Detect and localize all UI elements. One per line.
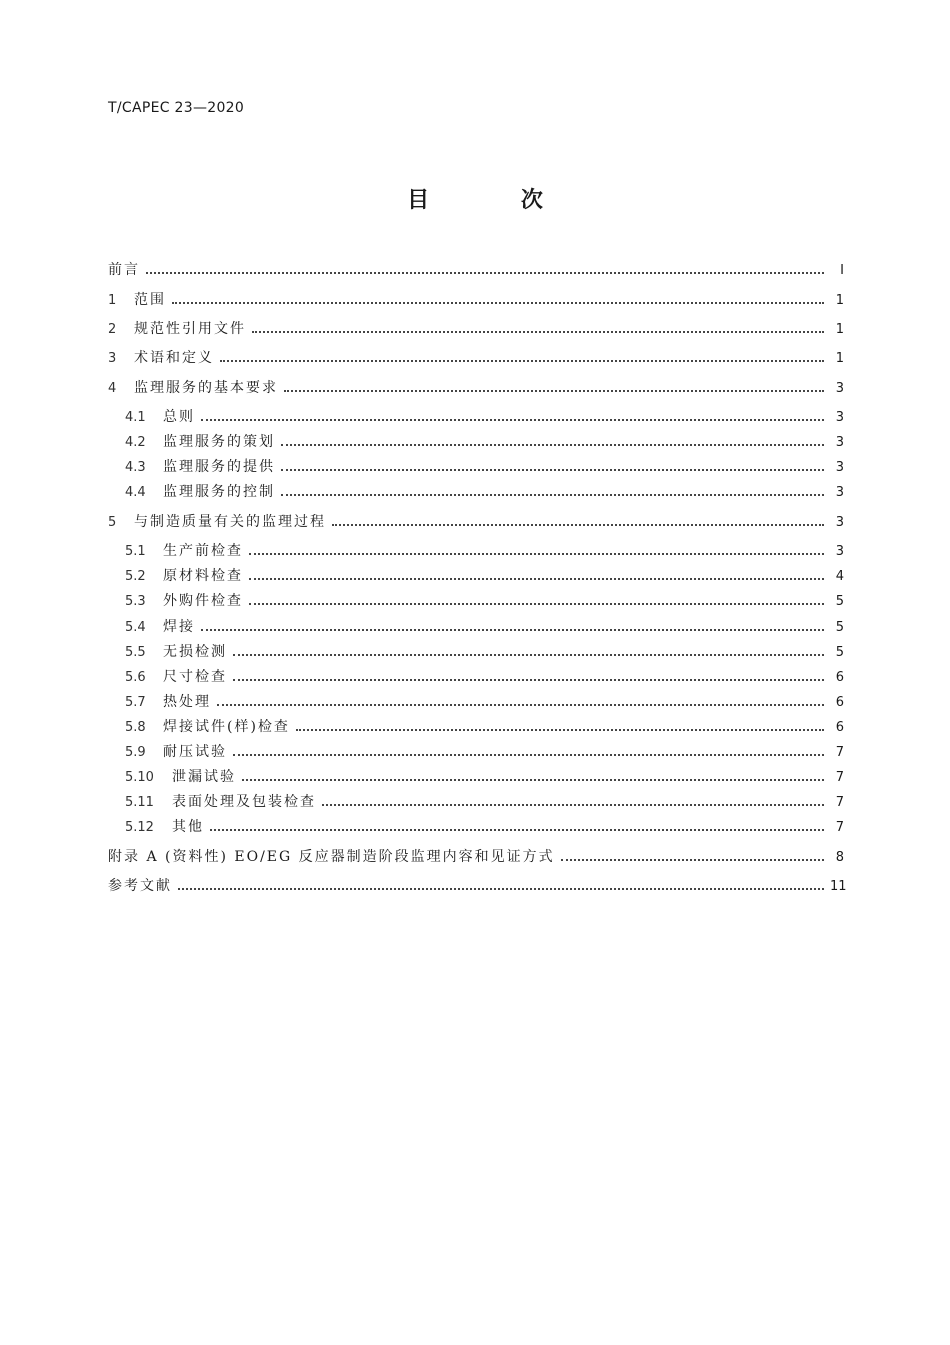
- toc-entry-label: 生产前检查: [163, 543, 243, 559]
- toc-entry-label: 表面处理及包装检查: [172, 794, 316, 810]
- toc-entry-label: 原材料检查: [163, 568, 243, 584]
- toc-entry-label: 与制造质量有关的监理过程: [134, 514, 326, 530]
- toc-entry-number: 5.4: [125, 620, 146, 635]
- toc-entry-number: 5.3: [125, 594, 146, 609]
- toc-entry-number: 5.1: [125, 544, 146, 559]
- toc-entry-5-4[interactable]: [125, 615, 844, 639]
- toc-entry-label: 热处理: [163, 694, 211, 710]
- toc-entry-number: 3: [108, 351, 117, 366]
- toc-entry-number: 5.6: [125, 670, 146, 685]
- toc-entry-number: 1: [108, 293, 117, 308]
- toc-entry-5-6[interactable]: [125, 665, 844, 689]
- toc-entry-page: 7: [835, 770, 844, 785]
- toc-entry-5-1[interactable]: [125, 539, 844, 563]
- toc-entry-label: 外购件检查: [163, 593, 243, 609]
- toc-entry-label: 附录 A (资料性) EO/EG 反应器制造阶段监理内容和见证方式: [108, 849, 555, 865]
- toc-entry-label: 焊接试件(样)检查: [163, 719, 290, 735]
- dot-leader: [233, 679, 824, 681]
- dot-leader: [233, 754, 824, 756]
- toc-entry-label: 监理服务的提供: [163, 459, 275, 475]
- dot-leader: [220, 360, 824, 362]
- dot-leader: [252, 331, 824, 333]
- toc-entry-number: 2: [108, 322, 117, 337]
- toc-entry-number: 5.2: [125, 569, 146, 584]
- toc-entry-page: 5: [835, 620, 844, 635]
- toc-entry-5-8[interactable]: [125, 715, 844, 739]
- toc-entry-5-3[interactable]: [125, 589, 844, 613]
- toc-entry-5-2[interactable]: [125, 564, 844, 588]
- toc-entry-preface[interactable]: [108, 258, 844, 282]
- toc-entry-number: 4.4: [125, 485, 146, 500]
- toc-entry-5-5[interactable]: [125, 640, 844, 664]
- toc-entry-page: 7: [835, 820, 844, 835]
- toc-entry-page: 6: [835, 720, 844, 735]
- toc-entry-page: 3: [835, 485, 844, 500]
- toc-entry-page: 6: [835, 695, 844, 710]
- dot-leader: [249, 603, 824, 605]
- toc-entry-references[interactable]: [108, 874, 847, 898]
- toc-entry-page: 1: [835, 293, 844, 308]
- toc-entry-label: 监理服务的策划: [163, 434, 275, 450]
- toc-entry-label: 监理服务的基本要求: [134, 380, 278, 396]
- dot-leader: [296, 729, 824, 731]
- toc-entry-page: 3: [835, 544, 844, 559]
- toc-entry-page: Ⅰ: [840, 263, 844, 278]
- toc-entry-page: 6: [835, 670, 844, 685]
- toc-entry-number: 4.1: [125, 410, 146, 425]
- dot-leader: [146, 272, 824, 274]
- dot-leader: [249, 553, 824, 555]
- toc-entry-number: 5: [108, 515, 117, 530]
- dot-leader: [249, 578, 824, 580]
- toc-entry-label: 参考文献: [108, 878, 172, 894]
- toc-entry-5-7[interactable]: [125, 690, 844, 714]
- dot-leader: [281, 469, 824, 471]
- toc-entry-5[interactable]: [108, 510, 844, 534]
- toc-entry-5-11[interactable]: [125, 790, 844, 814]
- toc-entry-5-10[interactable]: [125, 765, 844, 789]
- dot-leader: [284, 390, 824, 392]
- dot-leader: [332, 524, 824, 526]
- toc-entry-number: 5.12: [125, 820, 154, 835]
- toc-entry-number: 5.10: [125, 770, 154, 785]
- dot-leader: [281, 494, 824, 496]
- toc-title: 目 次: [407, 188, 585, 213]
- toc-entry-label: 泄漏试验: [172, 769, 236, 785]
- toc-entry-label: 监理服务的控制: [163, 484, 275, 500]
- toc-entry-number: 5.9: [125, 745, 146, 760]
- toc-entry-label: 无损检测: [163, 644, 227, 660]
- toc-entry-5-9[interactable]: [125, 740, 844, 764]
- toc-entry-label: 术语和定义: [134, 350, 214, 366]
- document-code: T/CAPEC 23—2020: [108, 100, 245, 116]
- toc-entry-page: 3: [835, 515, 844, 530]
- toc-entry-2[interactable]: [108, 317, 844, 341]
- toc-entry-number: 5.7: [125, 695, 146, 710]
- toc-entry-4-3[interactable]: [125, 455, 844, 479]
- toc-entry-label: 尺寸检查: [163, 669, 227, 685]
- toc-entry-page: 11: [830, 879, 847, 894]
- toc-entry-4-1[interactable]: [125, 405, 844, 429]
- toc-entry-label: 规范性引用文件: [134, 321, 246, 337]
- toc-entry-label: 耐压试验: [163, 744, 227, 760]
- toc-entry-page: 1: [835, 322, 844, 337]
- toc-entry-page: 3: [835, 381, 844, 396]
- toc-entry-page: 7: [835, 745, 844, 760]
- dot-leader: [281, 444, 824, 446]
- dot-leader: [322, 804, 824, 806]
- dot-leader: [242, 779, 824, 781]
- dot-leader: [172, 302, 824, 304]
- dot-leader: [561, 859, 824, 861]
- toc-entry-number: 5.11: [125, 795, 154, 810]
- dot-leader: [201, 629, 824, 631]
- dot-leader: [201, 419, 824, 421]
- dot-leader: [233, 654, 824, 656]
- toc-entry-page: 4: [835, 569, 844, 584]
- toc-entry-number: 4.2: [125, 435, 146, 450]
- toc-entry-page: 3: [835, 460, 844, 475]
- toc-entry-page: 3: [835, 410, 844, 425]
- toc-entry-page: 7: [835, 795, 844, 810]
- toc-entry-appendix-a[interactable]: [108, 845, 844, 869]
- toc-entry-page: 8: [835, 850, 844, 865]
- toc-entry-label: 焊接: [163, 619, 195, 635]
- toc-entry-label: 其他: [172, 819, 204, 835]
- dot-leader: [217, 704, 824, 706]
- toc-entry-3[interactable]: [108, 346, 844, 370]
- toc-entry-page: 5: [835, 645, 844, 660]
- toc-entry-page: 3: [835, 435, 844, 450]
- toc-entry-5-12[interactable]: [125, 815, 844, 839]
- toc-entry-4-4[interactable]: [125, 480, 844, 504]
- toc-entry-4[interactable]: [108, 376, 844, 400]
- toc-entry-4-2[interactable]: [125, 430, 844, 454]
- toc-entry-number: 5.5: [125, 645, 146, 660]
- toc-entry-label: 前言: [108, 262, 140, 278]
- toc-entry-1[interactable]: [108, 288, 844, 312]
- toc-entry-number: 5.8: [125, 720, 146, 735]
- dot-leader: [178, 888, 824, 890]
- toc-entry-page: 1: [835, 351, 844, 366]
- toc-entry-label: 总则: [163, 409, 195, 425]
- toc-entry-label: 范围: [134, 292, 166, 308]
- toc-entry-page: 5: [835, 594, 844, 609]
- toc-entry-number: 4.3: [125, 460, 146, 475]
- toc-entry-number: 4: [108, 381, 117, 396]
- dot-leader: [210, 829, 824, 831]
